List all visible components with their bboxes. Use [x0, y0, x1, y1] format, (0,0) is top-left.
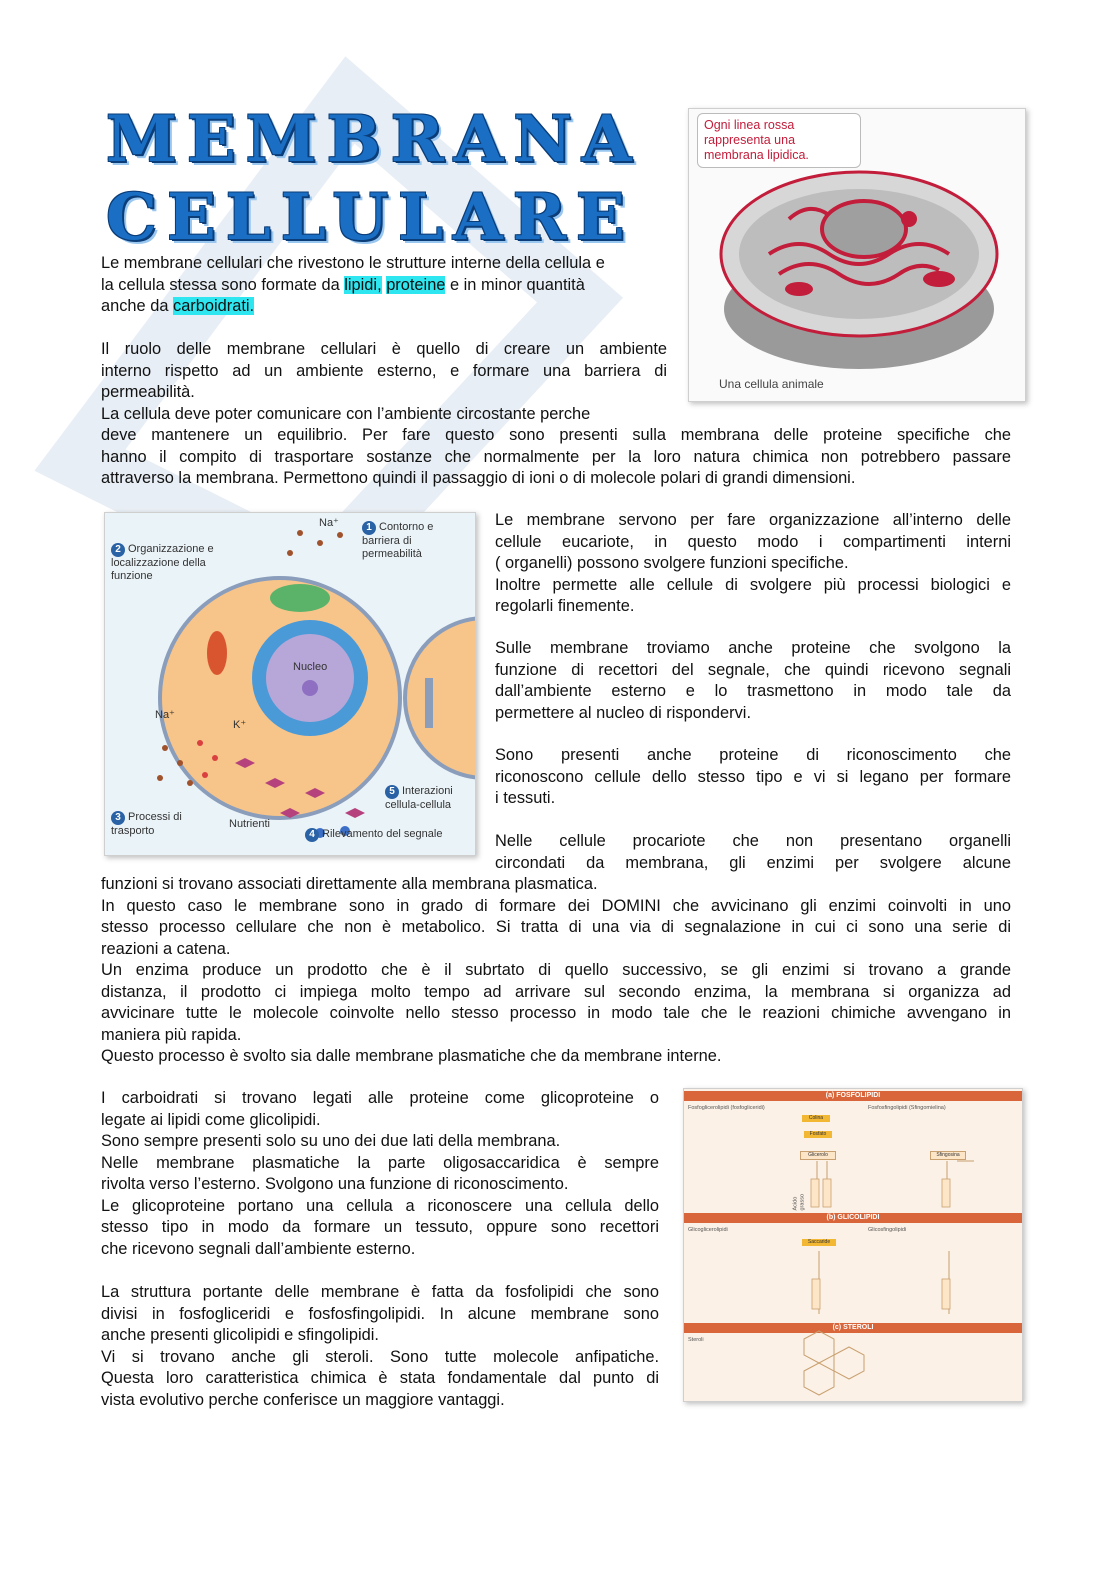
highlight-proteine: proteine — [386, 275, 446, 294]
text-line: Questa loro caratteristica chimica è stata fondamentale dal punto di — [101, 1369, 659, 1387]
text-line: permeabilità. — [101, 383, 195, 401]
text-line: che ricevono segnali dall’ambiente esterno. — [101, 1239, 416, 1258]
text-line: distanza, il prodotto ci impiega molto tempo ad arrivare sul secondo enzima, la membrana si organizza ad — [101, 982, 1011, 1001]
text-line: Questo processo è svolto sia dalle membrane plasmatiche che da membrane interne. — [101, 1047, 722, 1065]
animal-cell-illustration — [709, 159, 1009, 379]
label-na-left: Na⁺ — [155, 709, 175, 721]
phospholipids-paragraph — [101, 1282, 659, 1411]
lipid-classes-figure — [683, 1088, 1023, 1402]
figure-caption: Una cellula animale — [719, 377, 824, 391]
label-transport — [111, 811, 201, 838]
text-line: La struttura portante delle membrane è fatta da fosfolipidi che sono — [101, 1283, 659, 1301]
carbohydrates-paragraph — [101, 1088, 659, 1260]
box-fosfato: Fosfato — [804, 1131, 832, 1138]
text-line: vista evolutivo perche conferisce un maggiore vantaggi. — [101, 1390, 505, 1409]
prokaryote-paragraph — [495, 831, 1011, 874]
number-badge: 2 — [111, 543, 125, 557]
label-fatty-acid: Acido grasso — [792, 1193, 805, 1211]
section-header-phospholipids: (a) FOSFOLIPIDI — [684, 1091, 1022, 1101]
label-text: Contorno e barriera di permeabilità — [362, 521, 434, 560]
recognition-paragraph — [495, 745, 1011, 810]
label-organization — [111, 543, 221, 583]
text-line: reazioni a catena. — [101, 939, 231, 958]
label-text: Interazioni cellula-cellula — [385, 785, 453, 811]
receptors-paragraph — [495, 638, 1011, 724]
text-line: i tessuti. — [495, 789, 556, 807]
text-line: ( organelli) possono svolgere funzioni specifiche. — [495, 554, 849, 572]
text-line: interno rispetto ad un ambiente esterno, e formare una barriera di — [101, 361, 667, 380]
text-line: dall’ambiente esterno e lo trasmettono in modo tale da — [495, 682, 1011, 700]
text-line: Un enzima produce un prodotto che è il subrtato di quello successivo, se gli enzimi si trovano a grande — [101, 961, 1011, 979]
text-line: stesso processo cellulare che non è metabolico. Si tratta di una via di segnalazione in cui ci sono una serie di — [101, 918, 1011, 936]
label-text: Organizzazione e localizzazione della funzione — [111, 543, 214, 582]
text-line: In questo caso le membrane sono in grado di formare dei DOMINI che avvicinano gli enzimi coinvolti in uno — [101, 896, 1011, 915]
text-line: funzioni si trovano associati direttamente alla membrana plasmatica. — [101, 875, 598, 893]
text-line: stesso tipo in modo da formare un tessuto, oppure sono recettori — [101, 1218, 659, 1236]
text-line: Sono sempre presenti solo su uno dei due lati della membrana. — [101, 1132, 561, 1150]
label-signal — [305, 828, 475, 842]
label-glycosphingolipids: Glicosfingolipidi — [868, 1227, 907, 1233]
text-line: funzione di recettori del segnale, che quindi ricevono segnali — [495, 660, 1011, 679]
text-line: Nelle membrane plasmatiche la parte oligosaccaridica è sempre — [101, 1153, 659, 1172]
text-line: Nelle cellule procariote che non presentano organelli — [495, 832, 1011, 850]
box-colina: Colina — [802, 1115, 830, 1122]
label-glycoglycerolipids: Glicoglicerolipidi — [688, 1227, 728, 1233]
text-line: deve mantenere un equilibrio. Per fare questo sono presenti sulla membrana delle proteine specifiche che — [101, 426, 1011, 444]
page-title-line1: MEMBRANA — [106, 102, 642, 177]
intro-paragraph — [101, 253, 667, 318]
label-sterols: Steroli — [688, 1337, 704, 1343]
organization-paragraph — [495, 510, 1011, 618]
text-line: Le membrane servono per fare organizzazione all’interno delle — [495, 511, 1011, 529]
label-k: K⁺ — [233, 719, 247, 731]
page-title-line2: CELLULARE — [106, 180, 635, 255]
box-sfingosina: Sfingosina — [930, 1151, 966, 1160]
section-header-glycolipids: (b) GLICOLIPIDI — [684, 1213, 1022, 1223]
text-line: maniera più rapida. — [101, 1025, 242, 1044]
text-line: La cellula deve poter comunicare con l’ambiente circostante perche — [101, 404, 591, 423]
label-nutrients: Nutrienti — [229, 818, 270, 830]
text-line: legate ai lipidi come glicolipidi. — [101, 1110, 321, 1129]
lipid-structure-diagram — [684, 1089, 1022, 1401]
text-line: I carboidrati si trovano legati alle proteine come glicoproteine o — [101, 1089, 659, 1107]
text-line: Le membrane cellulari che rivestono le strutture interne della cellula e — [101, 254, 605, 272]
number-badge: 4 — [305, 828, 319, 842]
domains-paragraph — [101, 874, 1011, 1068]
text-line: Il ruolo delle membrane cellulari è quello di creare un ambiente — [101, 340, 667, 358]
text-span: e in minor quantità — [445, 275, 585, 294]
text-line: Le glicoproteine portano una cellula a riconoscere una cellula dello — [101, 1196, 659, 1215]
label-phosphoglycerides: Fosfoglicerolipidi (fosfogliceridi) — [688, 1105, 765, 1111]
text-line: avvicinare tutte le molecole coinvolte nello stesso processo in modo tale che le reazioni chimiche avvengano in — [101, 1004, 1011, 1022]
text-line: divisi in fosfogliceridi e fosfosfingolipidi. In alcune membrane sono — [101, 1304, 659, 1323]
label-phosphosphingolipids: Fosfosfingolipidi (Sfingomielina) — [868, 1105, 946, 1111]
text-span: anche da — [101, 297, 173, 315]
text-line: attraverso la membrana. Permettono quindi il passaggio di ioni o di molecole polari di grandi dimensioni. — [101, 469, 856, 487]
label-nucleus: Nucleo — [293, 661, 328, 673]
label-na-top: Na⁺ — [319, 517, 339, 529]
number-badge: 3 — [111, 811, 125, 825]
label-boundary — [362, 521, 472, 561]
text-line: circondati da membrana, gli enzimi per svolgere alcune — [495, 853, 1011, 872]
text-line: hanno il compito di trasportare sostanze che normalmente per la loro natura chimica non potrebbero passare — [101, 447, 1011, 466]
text-line: Vi si trovano anche gli steroli. Sono tutte molecole anfipatiche. — [101, 1347, 659, 1366]
text-line: Sono presenti anche proteine di riconoscimento che — [495, 746, 1011, 764]
role-paragraph — [101, 339, 667, 425]
figure-bubble: Ogni linea rossa rappresenta una membrana lipidica. — [697, 113, 861, 168]
text-line: regolarli finemente. — [495, 597, 635, 615]
text-line: Sulle membrane troviamo anche proteine che svolgono la — [495, 639, 1011, 657]
highlight-carboidrati: carboidrati. — [173, 297, 255, 315]
text-line — [101, 275, 667, 297]
text-line: Inoltre permette alle cellule di svolgere più processi biologici e — [495, 575, 1011, 594]
label-text: Processi di trasporto — [111, 811, 182, 837]
label-text: Rilevamento del segnale — [322, 828, 443, 840]
highlight-lipidi: lipidi, — [344, 275, 382, 294]
text-line: cellule eucariote, in questo modo i compartimenti interni — [495, 532, 1011, 551]
box-glicerolo: Glicerolo — [800, 1151, 836, 1160]
box-saccaride: Saccaride — [802, 1239, 836, 1246]
membrane-functions-figure — [104, 512, 476, 856]
animal-cell-figure — [688, 108, 1026, 402]
text-line: riconoscono cellule dello stesso tipo e vi si legano per formare — [495, 767, 1011, 786]
text-line: rivolta verso l’esterno. Svolgono una funzione di riconoscimento. — [101, 1175, 569, 1193]
text-span: la cellula stessa sono formate da — [101, 275, 345, 294]
role-paragraph-cont — [101, 425, 1011, 490]
number-badge: 1 — [362, 521, 376, 535]
section-header-sterols: (c) STEROLI — [684, 1323, 1022, 1333]
text-line: anche presenti glicolipidi e sfingolipidi. — [101, 1326, 379, 1344]
number-badge: 5 — [385, 785, 399, 799]
text-line — [101, 296, 667, 318]
text-line: permettere al nucleo di rispondervi. — [495, 703, 752, 722]
label-cell-interactions — [385, 785, 475, 812]
